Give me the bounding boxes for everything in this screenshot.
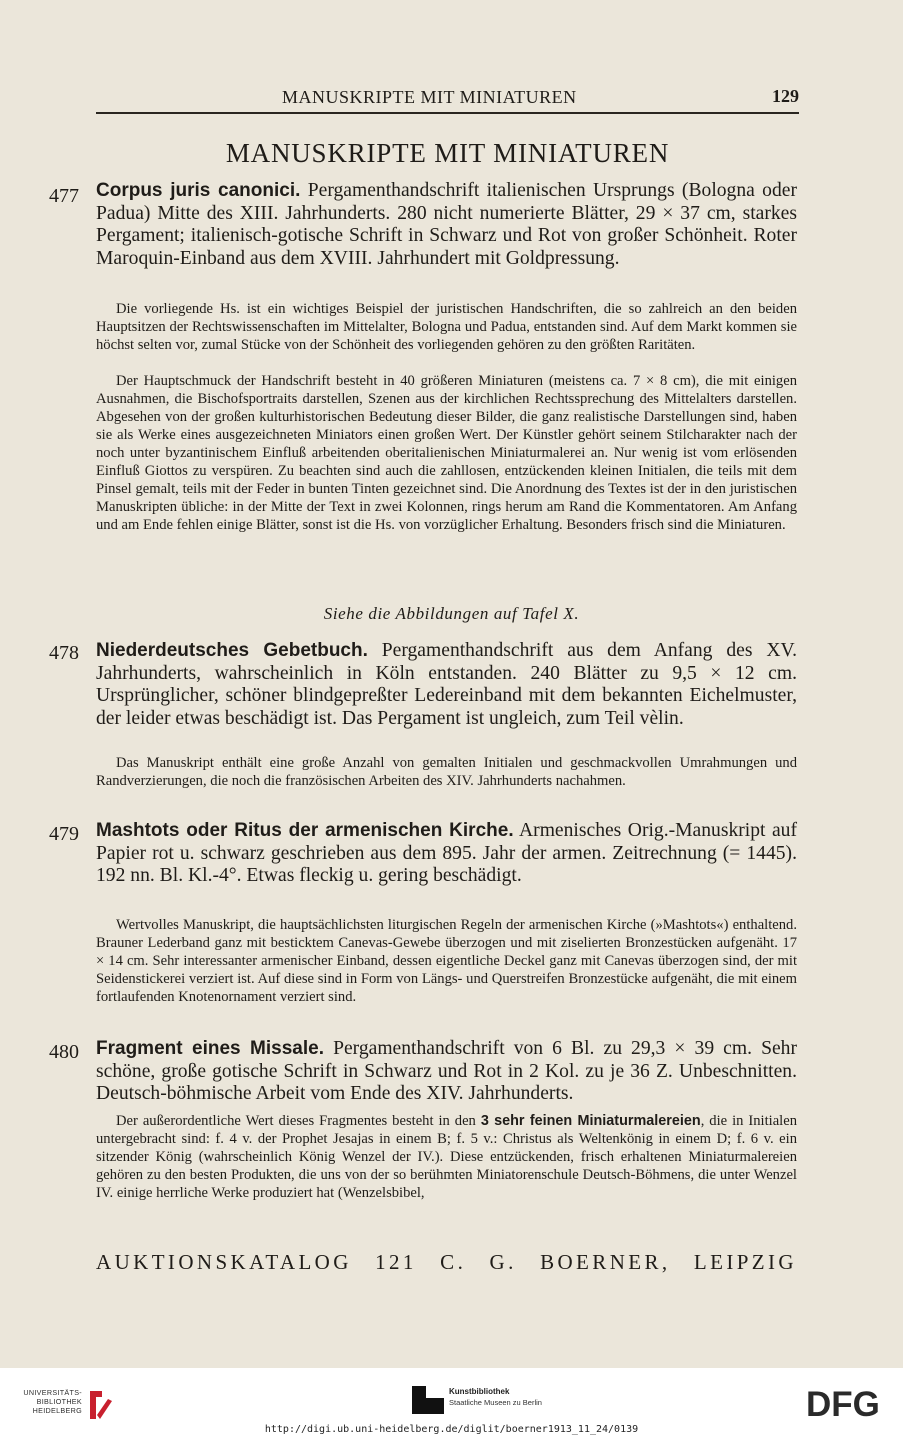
lot-text: Pergamenthandschrift von 6 Bl. zu 29,3 × 39 cm. Sehr schöne, große gotische Schrift in Schwarz und Rot in 2 Kol. zu je 36 Z. Unbeschnitten. Deutsch-böhmische Arbeit vom Ende des XIV. Jahrhunderts. xyxy=(96,1038,797,1105)
lot-note: Wertvolles Manuskript, die hauptsächlichsten liturgischen Regeln der armenischen Kirche (»Mashtots«) enthaltend. Brauner Lederband ganz mit besticktem Canevas-Gewebe überzogen und mit ziselierten Bronzestücken aufgenäht. 17 × 14 cm. Sehr interessanter armenischer Einband, dessen eigentliche Deckel ganz mit Canevas überzogen sind, der mit Seidenstickerei verziert ist. Auf diese sind in Form von Längs- und Querstreifen Bronzestücke aufgenäht, die mit einem fortlaufenden Knotenornament verziert sind. xyxy=(96,917,797,1005)
running-title: MANUSKRIPTE MIT MINIATUREN xyxy=(282,87,577,107)
lot-description xyxy=(96,1038,797,1106)
lot-title: Fragment eines Missale. xyxy=(96,1038,324,1059)
dfg-logo-text: DFG xyxy=(806,1386,880,1420)
lot-description xyxy=(96,640,797,730)
library-name-line: BIBLIOTHEK xyxy=(36,1397,82,1406)
lot-number: 480 xyxy=(49,1041,79,1063)
lot-title: Mashtots oder Ritus der armenischen Kirche. xyxy=(96,820,514,841)
plate-reference: Siehe die Abbildungen auf Tafel X. xyxy=(323,604,580,623)
catalog-footer: AUKTIONSKATALOG 121 C. G. BOERNER, LEIPZIG xyxy=(96,1250,797,1274)
library-name-line: UNIVERSITÄTS- xyxy=(23,1388,82,1397)
library-emblem-icon xyxy=(86,1385,114,1421)
dfg-logo xyxy=(806,1386,892,1424)
kunstbibliothek-emblem-icon xyxy=(412,1386,444,1414)
lot-note: Der Hauptschmuck der Handschrift besteht in 40 größeren Miniaturen (meistens ca. 7 × 8 cm), die mit einigen Ausnahmen, die Bischofsportraits darstellen, Szenen aus der kirchlichen Rechtssprechung des Mittelalters darstellen. Abgesehen von der großen kulturhistorischen Bedeutung dieser Bilder, die ganz realistische Darstellungen sind, haben sie als Werke eines ausgezeichneten Miniators einen großen Wert. Der Künstler gehört seinem Stilcharakter nach der noch unter byzantinischem Einfluß arbeitenden oberitalienischen Miniaturmalerei an. Nur wenig ist vom erlösenden Einfluß Giottos zu verspüren. Zu beachten sind auch die zahllosen, entzückenden kleinen Initialen, die teils mit dem Pinsel gemalt, teils mit der Feder in bunten Tinten gezeichnet sind. Die Anordnung des Textes ist der in den juristischen Manuskripten übliche: in der Mitte der Text in zwei Kolonnen, rings herum am Rand die Kommentatoren. Am Anfang und am Ende fehlen einige Blätter, sonst ist die Hs. von vorzüglicher Erhaltung. Besonders frisch sind die Miniaturen. xyxy=(96,373,797,533)
page-number: 129 xyxy=(772,86,799,106)
lot-text: Pergamenthandschrift italienischen Ursprungs (Bologna oder Padua) Mitte des XIII. Jahrhunderts. 280 nicht numerierte Blätter, 29 × 37 cm, starkes Pergament; italienisch-gotische Schrift in Schwarz und Rot von großer Schönheit. Roter Maroquin-Einband aus dem XVIII. Jahrhundert mit Goldpressung. xyxy=(96,180,797,269)
lot-note-rest: , die in Initialen untergebracht sind: f. 4 v. der Prophet Jesajas in einem B; f. 5 v.: Christus als Weltenkönig in einem D; f. 6 v. ein sitzender König (wahrscheinlich König Wenzel der IV.). Diese entzückenden, frisch erhaltenen Miniaturmalereien gehören zu den besten Produkten, die uns von der so berühmten Miniatorenschule Deutsch-Böhmens, die unter Wenzel IV. einige herrliche Werke produziert hat (Wenzelsbibel, xyxy=(96,1113,798,1201)
dfg-logo-icon xyxy=(806,1386,892,1420)
lot-text: Pergamenthandschrift aus dem Anfang des XV. Jahrhunderts, wahrscheinlich in Köln entstanden. 240 Blätter zu 9,5 × 12 cm. Ursprünglicher, schöner blindgepreßter Ledereinband mit dem bekannten Eichelmuster, der leider etwas beschädigt ist. Das Pergament ist ungleich, zum Teil vèlin. xyxy=(96,640,797,729)
kunstbibliothek-name: Kunstbibliothek xyxy=(449,1387,510,1396)
lot-text: Armenisches Orig.-Manuskript auf Papier rot u. schwarz geschrieben aus dem 895. Jahr der armen. Zeitrechnung (= 1445). 192 nn. Bl. Kl.-4°. Etwas fleckig u. gering beschädigt. xyxy=(96,820,797,887)
section-title: MANUSKRIPTE MIT MINIATUREN xyxy=(225,138,670,168)
lot-note xyxy=(96,1112,797,1202)
kunstbibliothek-subtitle: Staatliche Museen zu Berlin xyxy=(449,1398,542,1407)
lot-description xyxy=(96,820,797,888)
lot-description xyxy=(96,180,797,270)
lot-note: Das Manuskript enthält eine große Anzahl von gemalten Initialen und geschmackvollen Umrahmungen und Randverzierungen, die noch die französischen Arbeiten des XIV. Jahrhunderts nachahmen. xyxy=(96,755,797,789)
lot-number: 477 xyxy=(49,185,79,207)
lot-number: 479 xyxy=(49,823,79,845)
lot-note-highlight: 3 sehr feinen Miniaturmalereien xyxy=(480,1113,701,1129)
lot-note-intro: Der außerordentliche Wert dieses Fragmentes besteht in den xyxy=(116,1113,476,1129)
running-header xyxy=(96,86,799,114)
lot-title: Corpus juris canonici. xyxy=(96,180,301,201)
lot-title: Niederdeutsches Gebetbuch. xyxy=(96,640,368,661)
library-name xyxy=(12,1388,82,1415)
source-url[interactable]: http://digi.ub.uni-heidelberg.de/diglit/boerner1913_11_24/0139 xyxy=(264,1424,639,1435)
lot-note: Die vorliegende Hs. ist ein wichtiges Beispiel der juristischen Handschriften, die so zahlreich an den beiden Hauptsitzen der Rechtswissenschaften im Mittelalter, Bologna und Padua, entstanden sind. Auf dem Markt kommen sie höchst selten vor, zumal Stücke von der Schönheit des vorliegenden gehören zu den größten Raritäten. xyxy=(96,301,797,353)
lot-number: 478 xyxy=(49,642,79,664)
library-name-line: HEIDELBERG xyxy=(32,1406,82,1415)
